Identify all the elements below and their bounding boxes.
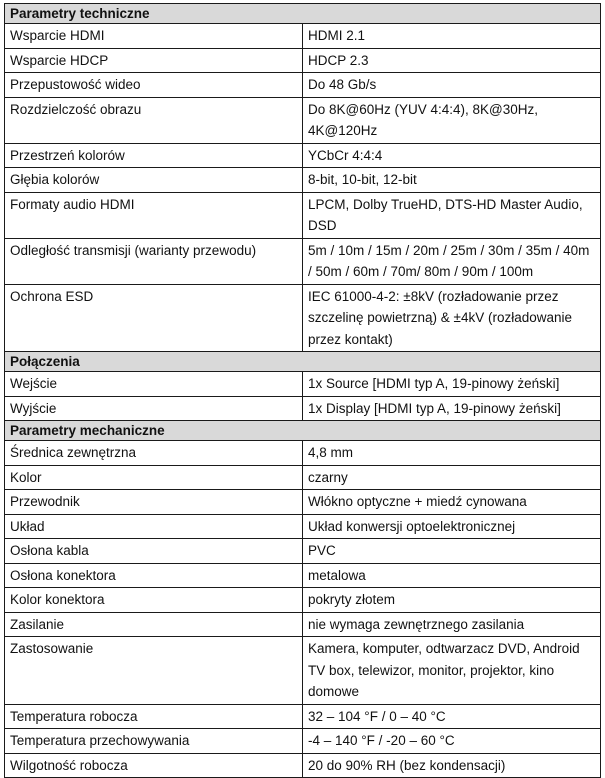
row-label: Wsparcie HDMI bbox=[5, 24, 303, 49]
table-row bbox=[5, 238, 601, 284]
table-row bbox=[5, 97, 601, 143]
table-row bbox=[5, 465, 601, 490]
row-label: Zasilanie bbox=[5, 612, 303, 637]
row-label: Osłona kabla bbox=[5, 539, 303, 564]
table-row bbox=[5, 284, 601, 352]
table-row bbox=[5, 514, 601, 539]
row-label: Temperatura przechowywania bbox=[5, 729, 303, 754]
row-label: Przepustowość wideo bbox=[5, 73, 303, 98]
row-label: Ochrona ESD bbox=[5, 284, 303, 352]
row-value: 8-bit, 10-bit, 12-bit bbox=[303, 168, 601, 193]
row-value: nie wymaga zewnętrznego zasilania bbox=[303, 612, 601, 637]
row-label: Odległość transmisji (warianty przewodu) bbox=[5, 238, 303, 284]
table-row bbox=[5, 441, 601, 466]
row-value: Do 48 Gb/s bbox=[303, 73, 601, 98]
row-label: Zastosowanie bbox=[5, 637, 303, 705]
section-header-mechanical bbox=[5, 421, 601, 441]
row-label: Przewodnik bbox=[5, 490, 303, 515]
row-value: metalowa bbox=[303, 563, 601, 588]
table-row bbox=[5, 753, 601, 778]
section-title: Parametry techniczne bbox=[5, 4, 601, 24]
table-row bbox=[5, 704, 601, 729]
row-label: Wyjście bbox=[5, 396, 303, 421]
row-value: 1x Display [HDMI typ A, 19-pinowy żeński] bbox=[303, 396, 601, 421]
section-header-connections bbox=[5, 352, 601, 372]
section-title: Parametry mechaniczne bbox=[5, 421, 601, 441]
section-title: Połączenia bbox=[5, 352, 601, 372]
spec-table bbox=[4, 3, 601, 778]
row-label: Kolor bbox=[5, 465, 303, 490]
table-row bbox=[5, 396, 601, 421]
row-value: Do 8K@60Hz (YUV 4:4:4), 8K@30Hz, 4K@120Hz bbox=[303, 97, 601, 143]
row-label: Wejście bbox=[5, 372, 303, 397]
row-label: Temperatura robocza bbox=[5, 704, 303, 729]
row-label: Głębia kolorów bbox=[5, 168, 303, 193]
table-row bbox=[5, 48, 601, 73]
row-label: Osłona konektora bbox=[5, 563, 303, 588]
row-value: Kamera, komputer, odtwarzacz DVD, Android TV box, telewizor, monitor, projektor, kino domowe bbox=[303, 637, 601, 705]
row-label: Przestrzeń kolorów bbox=[5, 143, 303, 168]
table-row bbox=[5, 729, 601, 754]
row-value: HDCP 2.3 bbox=[303, 48, 601, 73]
table-row bbox=[5, 143, 601, 168]
row-value: LPCM, Dolby TrueHD, DTS-HD Master Audio, DSD bbox=[303, 192, 601, 238]
row-value: IEC 61000-4-2: ±8kV (rozładowanie przez szczelinę powietrzną) & ±4kV (rozładowanie przez kontakt) bbox=[303, 284, 601, 352]
row-value: -4 – 140 °F / -20 – 60 °C bbox=[303, 729, 601, 754]
table-row bbox=[5, 563, 601, 588]
row-label: Układ bbox=[5, 514, 303, 539]
table-row bbox=[5, 168, 601, 193]
row-value: YCbCr 4:4:4 bbox=[303, 143, 601, 168]
table-row bbox=[5, 24, 601, 49]
row-label: Formaty audio HDMI bbox=[5, 192, 303, 238]
row-value: Włókno optyczne + miedź cynowana bbox=[303, 490, 601, 515]
table-row bbox=[5, 73, 601, 98]
row-value: Układ konwersji optoelektronicznej bbox=[303, 514, 601, 539]
row-value: 5m / 10m / 15m / 20m / 25m / 30m / 35m / 40m / 50m / 60m / 70m/ 80m / 90m / 100m bbox=[303, 238, 601, 284]
table-row bbox=[5, 539, 601, 564]
row-label: Średnica zewnętrzna bbox=[5, 441, 303, 466]
row-value: 1x Source [HDMI typ A, 19-pinowy żeński] bbox=[303, 372, 601, 397]
row-label: Kolor konektora bbox=[5, 588, 303, 613]
row-value: 4,8 mm bbox=[303, 441, 601, 466]
table-row bbox=[5, 490, 601, 515]
row-label: Wsparcie HDCP bbox=[5, 48, 303, 73]
table-row bbox=[5, 192, 601, 238]
row-value: PVC bbox=[303, 539, 601, 564]
row-label: Wilgotność robocza bbox=[5, 753, 303, 778]
table-row bbox=[5, 612, 601, 637]
row-value: 32 – 104 °F / 0 – 40 °C bbox=[303, 704, 601, 729]
row-value: HDMI 2.1 bbox=[303, 24, 601, 49]
table-row bbox=[5, 637, 601, 705]
section-header-technical bbox=[5, 4, 601, 24]
row-label: Rozdzielczość obrazu bbox=[5, 97, 303, 143]
table-row bbox=[5, 372, 601, 397]
row-value: 20 do 90% RH (bez kondensacji) bbox=[303, 753, 601, 778]
row-value: czarny bbox=[303, 465, 601, 490]
table-row bbox=[5, 588, 601, 613]
row-value: pokryty złotem bbox=[303, 588, 601, 613]
